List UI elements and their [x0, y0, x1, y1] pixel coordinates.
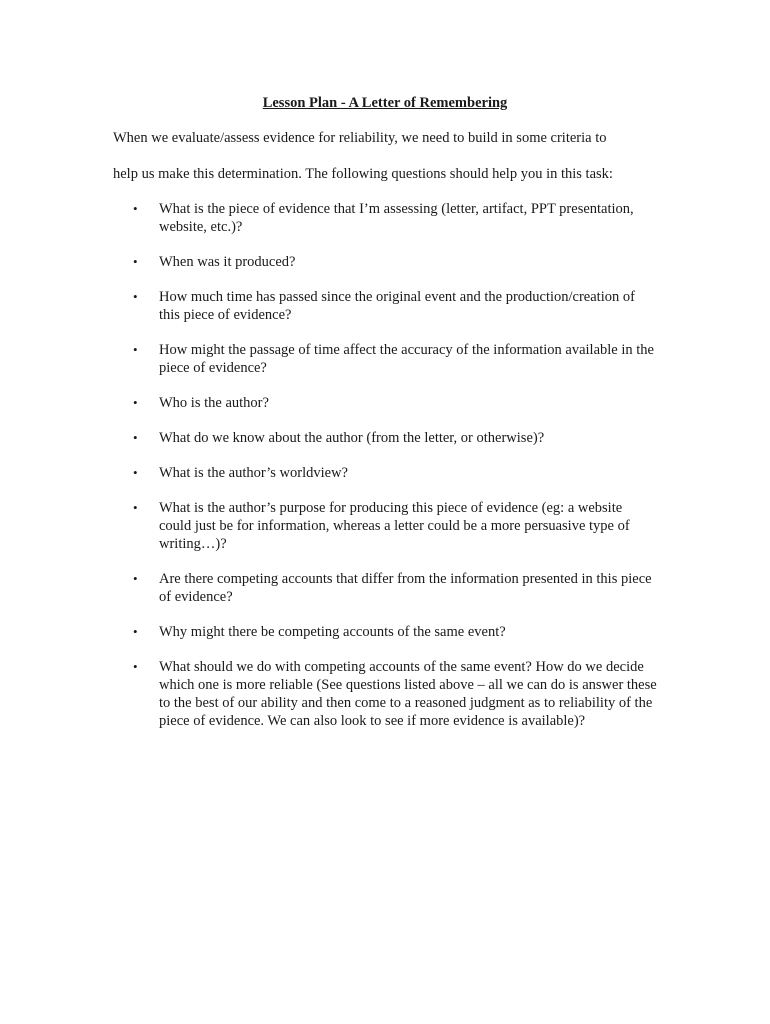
list-item — [0, 623, 770, 641]
question-text: How might the passage of time affect the accuracy of the information available in the piece of evidence? — [159, 342, 654, 376]
list-item — [0, 288, 770, 324]
bullet-icon: • — [133, 465, 138, 480]
question-text: How much time has passed since the original event and the production/creation of this piece of evidence? — [159, 289, 635, 323]
question-text: What is the author’s worldview? — [159, 465, 348, 481]
bullet-icon: • — [133, 342, 138, 357]
question-text: Who is the author? — [159, 395, 269, 411]
bullet-icon: • — [133, 500, 138, 515]
list-item — [0, 570, 770, 606]
intro-paragraph-line-2: help us make this determination. The following questions should help you in this task: — [113, 166, 613, 182]
intro-paragraph-line-1: When we evaluate/assess evidence for reliability, we need to build in some criteria to — [113, 130, 607, 146]
bullet-icon: • — [133, 571, 138, 586]
list-item — [0, 200, 770, 236]
list-item — [0, 464, 770, 482]
question-text: What do we know about the author (from the letter, or otherwise)? — [159, 430, 545, 446]
document-title: Lesson Plan - A Letter of Remembering — [262, 95, 508, 111]
question-text: What should we do with competing accounts of the same event? How do we decide which one is more reliable (See questions listed above – all we can do is answer these to the best of our ability and then come to a reasoned judgment as to reliability of the piece of evidence. We can also look to see if more evidence is available)? — [159, 659, 657, 729]
question-text: When was it produced? — [159, 254, 296, 270]
list-item — [0, 429, 770, 447]
bullet-icon: • — [133, 254, 138, 269]
bullet-icon: • — [133, 289, 138, 304]
question-list — [0, 200, 770, 747]
list-item — [0, 394, 770, 412]
bullet-icon: • — [133, 430, 138, 445]
list-item — [0, 658, 770, 730]
list-item — [0, 499, 770, 553]
list-item — [0, 341, 770, 377]
list-item — [0, 253, 770, 271]
bullet-icon: • — [133, 201, 138, 216]
bullet-icon: • — [133, 659, 138, 674]
bullet-icon: • — [133, 395, 138, 410]
question-text: What is the piece of evidence that I’m assessing (letter, artifact, PPT presentation, website, etc.)? — [159, 201, 634, 235]
question-text: Are there competing accounts that differ from the information presented in this piece of evidence? — [159, 571, 652, 605]
question-text: What is the author’s purpose for producing this piece of evidence (eg: a website could just be for information, whereas a letter could be a more persuasive type of writing…)? — [159, 500, 630, 552]
question-text: Why might there be competing accounts of the same event? — [159, 624, 506, 640]
bullet-icon: • — [133, 624, 138, 639]
